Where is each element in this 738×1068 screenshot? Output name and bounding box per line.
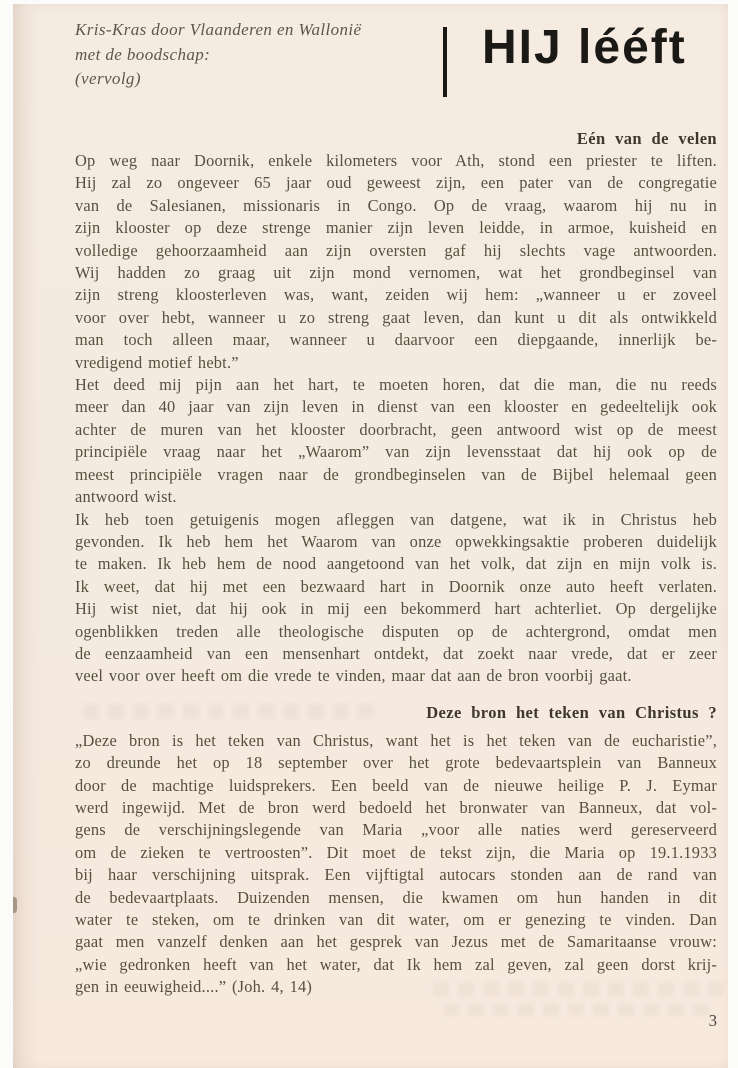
paragraph: [75, 150, 717, 374]
text-line: antwoord wist.: [75, 487, 177, 507]
text-line: meest principiële vragen naar de grondbeginselen van de Bijbel helemaal geen: [75, 464, 717, 484]
text-line: Hij zal zo ongeveer 65 jaar oud geweest zijn, een pater van de congregatie: [75, 173, 717, 193]
text-line: Ik heb toen getuigenis mogen afleggen van datgene, wat ik in Christus heb: [75, 509, 717, 529]
text-line: gen in eeuwigheid....” (Joh. 4, 14): [75, 977, 313, 997]
text-line: meer dan 40 jaar van zijn leven in dienst van een klooster en gedeeltelijk ook: [75, 397, 717, 417]
text-line: vredigend motief hebt.”: [75, 352, 239, 372]
text-line: werd ingewijd. Met de bron werd bedoeld het bronwater van Banneux, dat vol-: [75, 797, 717, 817]
page-title: HIJ lééft: [482, 21, 687, 74]
text-line: Op weg naar Doornik, enkele kilometers voor Ath, stond een priester te liften.: [75, 151, 717, 170]
text-line: zijn streng kloosterleven was, want, zeiden wij hem: „wanneer u er zoveel: [75, 285, 717, 305]
text-line: Het deed mij pijn aan het hart, te moeten horen, dat die man, die nu reeds: [75, 375, 717, 395]
text-line: gaat men vanzelf denken aan het gesprek van Jezus met de Samaritaanse vrouw:: [75, 932, 717, 952]
text-line: Kris-Kras door Vlaanderen en Wallonië: [75, 20, 362, 39]
text-line: Hij wist niet, dat hij ook in mij een bekommerd hart achterliet. Op dergelijke: [75, 599, 717, 619]
text-line: de eenzaamheid van een mensenhart ontdekt, dat zoekt naar vrede, dat er zeer: [75, 643, 717, 663]
text-line: Wij hadden zo graag uit zijn mond vernomen, wat het grondbeginsel van: [75, 263, 717, 283]
text-line: de bedevaartplaats. Duizenden mensen, die kwamen om hun handen in dit: [75, 887, 717, 907]
text-line: bij haar verschijning uitsprak. Een vijftigtal autocars stonden aan de rand van: [75, 865, 717, 885]
text-line: door de machtige luidsprekers. Een beeld van de nieuwe heilige P. J. Eymar: [75, 775, 717, 795]
text-line: „Deze bron is het teken van Christus, want het is het teken van de eucharistie”,: [75, 730, 717, 750]
page-header: [75, 4, 717, 128]
text-line: zijn klooster op deze strenge manier zijn leven leidde, in armoe, kuisheid en: [75, 218, 717, 238]
text-line: van de Salesianen, missionaris in Congo. Op de vraag, waarom hij nu in: [75, 195, 717, 215]
text-line: zo dreunde het op 18 september over het grote bedevaartsplein van Banneux: [75, 753, 717, 773]
page-content: [75, 4, 717, 1031]
article-kicker: [75, 18, 361, 92]
text-line: man toch alleen maar, wanneer u daarvoor een diepgaande, innerlijk be-: [75, 330, 717, 350]
text-line: om de zieken te vertroosten”. Dit moet de tekst zijn, die Maria op 19.1.1933: [75, 842, 717, 862]
scanned-page: [13, 4, 728, 1068]
text-line: achter de muren van het klooster doorbracht, geen antwoord wist op de meest: [75, 419, 717, 439]
text-line: volledige gehoorzaamheid aan zijn oversten gaf hij slechts vage antwoorden.: [75, 240, 717, 260]
paragraph: [75, 730, 717, 999]
paragraph: [75, 509, 717, 688]
text-line: „wie gedronken heeft van het water, dat Ik hem zal geven, zal geen dorst krij-: [75, 954, 717, 974]
page-edge-mark: [13, 897, 17, 913]
section-heading-een-van-de-velen: Eén van de velen: [576, 129, 717, 148]
text-line: voor over hebt, wanneer u zo streng gaat leven, dan kunt u dit als ontwikkeld: [75, 307, 717, 327]
header-divider-rule: [443, 27, 447, 97]
paragraph: [75, 374, 717, 508]
text-line: gens de verschijningslegende van Maria „voor alle naties werd gereserveerd: [75, 820, 717, 840]
text-line: te maken. Ik heb hem de nood aangetoond van het volk, dat zijn en mijn volk is.: [75, 554, 717, 574]
text-line: water te steken, om te drinken van dit water, om er genezing te vinden. Dan: [75, 910, 717, 929]
text-line: gevonden. Ik heb hem het Waarom van onze opwekkingsaktie proberen duidelijk: [75, 531, 717, 551]
text-line: Ik weet, dat hij met een bezwaard hart in Doornik onze auto heeft verlaten.: [75, 576, 717, 596]
text-line: (vervolg): [75, 69, 141, 88]
text-line: met de boodschap:: [75, 44, 211, 64]
text-line: veel voor over heeft om die vrede te vinden, maar dat aan de bron voorbij gaat.: [75, 666, 632, 686]
text-line: principiële vraag naar het „Waarom” van zijn levensstaat dat hij ook op de: [75, 442, 717, 462]
text-line: ogenblikken treden alle theologische disputen op de achtergrond, omdat men: [75, 621, 717, 641]
section-heading-deze-bron: Deze bron het teken van Christus ?: [426, 702, 717, 722]
page-number: 3: [708, 1010, 717, 1030]
